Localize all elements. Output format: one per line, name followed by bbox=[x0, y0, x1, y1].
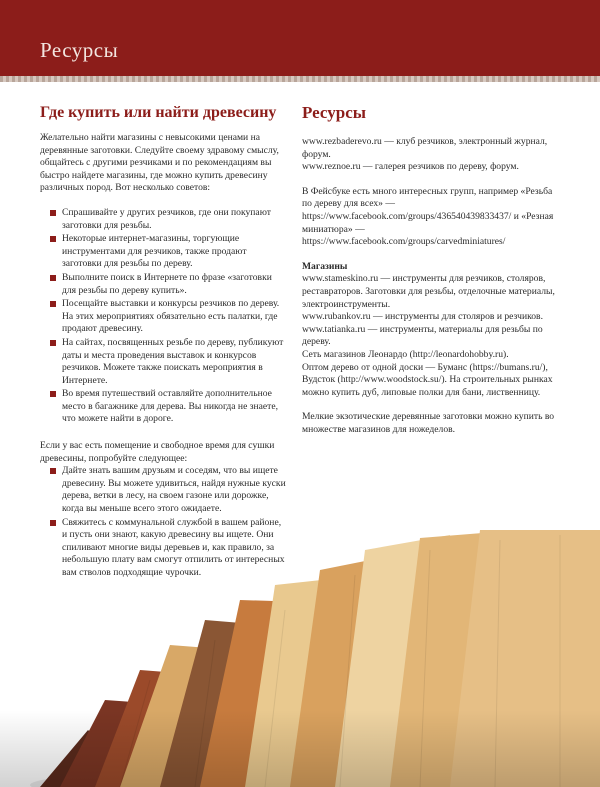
bottom-fade bbox=[0, 710, 600, 787]
list-item: Дайте знать вашим друзьям и соседям, что вы ищете древесину. Вы можете удивиться, найдя нужные куски дерева, ветки в лесу, на своем газоне или дорожке, когда вы меньше всего этого ожидаете. bbox=[48, 465, 288, 515]
square-bullet-icon bbox=[50, 275, 56, 281]
left-heading: Где купить или найти древесину bbox=[40, 104, 277, 121]
shop-item: Оптом дерево от одной доски — Буманс (https://bumans.ru/), Вудсток (http://www.woodstock.su/). На строительных рынках можно купить дуб, липовые полки для бани, лиственницу. bbox=[302, 361, 553, 398]
square-bullet-icon bbox=[50, 301, 56, 307]
exotic-note: Мелкие экзотические деревянные заготовки можно купить во множестве магазинов для ножеделов. bbox=[302, 411, 555, 435]
right-heading: Ресурсы bbox=[302, 103, 367, 122]
list-item: Посещайте выставки и конкурсы резчиков по дереву. На этих мероприятиях обязательно есть палатки, где продают древесину. bbox=[48, 298, 288, 336]
header-strip bbox=[0, 76, 600, 82]
left-intro: Желательно найти магазины с невысокими ценами на деревянные заготовки. Следуйте своему здравому смыслу, общайтесь с другими резчиками и по рекомендациям вы быстро найдете магазины, где можно купить древесину различных пород. Вот несколько советов: bbox=[40, 132, 279, 194]
shop-item: www.tatianka.ru — инструменты, материалы для резьбы по дереву. bbox=[302, 323, 543, 348]
facebook-groups: В Фейсбуке есть много интересных групп, например «Резьба по дереву для всех» — https://www.facebook.com/groups/436540439833437/ и «Резная миниатюра» — https://www.facebook.com/groups/carvedminiatures/ bbox=[302, 185, 554, 248]
site-item: www.rezbaderevo.ru — клуб резчиков, электронный журнал, форум. bbox=[302, 136, 548, 160]
square-bullet-icon bbox=[50, 340, 56, 346]
left-column bbox=[40, 104, 288, 581]
square-bullet-icon bbox=[50, 468, 56, 474]
tips-list bbox=[48, 207, 288, 426]
list-item: Свяжитесь с коммунальной службой в вашем районе, и пусть они знают, какую древесину вы ищете. Они спиливают многие виды деревьев и, как правило, за небольшую плату вам смогут отпилить от интересных вам стволов подходящие чурочки. bbox=[48, 517, 288, 580]
square-bullet-icon bbox=[50, 391, 56, 397]
shop-item: www.rubankov.ru — инструменты для столяров и резчиков. bbox=[302, 311, 543, 323]
square-bullet-icon bbox=[50, 236, 56, 242]
list-item: На сайтах, посвященных резьбе по дереву, публикуют даты и места проведения выставок и конкурсов резчиков. Можете также поискать мероприятия в Интернете. bbox=[48, 337, 288, 387]
square-bullet-icon bbox=[50, 210, 56, 216]
shop-item: Сеть магазинов Леонардо (http://leonardohobby.ru). bbox=[302, 348, 509, 360]
right-column bbox=[302, 104, 560, 436]
list-item: Выполните поиск в Интернете по фразе «заготовки для резьбы по дереву купить». bbox=[48, 272, 288, 297]
drying-intro: Если у вас есть помещение и свободное время для сушки древесины, попробуйте следующее: bbox=[40, 440, 275, 464]
shops-title: Магазины bbox=[302, 260, 348, 272]
list-item: Некоторые интернет-магазины, торгующие инструментами для резчиков, также продают заготовки для резьбы по дереву. bbox=[48, 233, 288, 271]
page-title: Ресурсы bbox=[40, 38, 119, 62]
site-item: www.reznoe.ru — галерея резчиков по дереву, форум. bbox=[302, 161, 519, 173]
list-item: Спрашивайте у других резчиков, где они покупают заготовки для резьбы. bbox=[48, 207, 288, 232]
list-item: Во время путешествий оставляйте дополнительное место в багажнике для дерева. Вы никогда не знаете, что можете найти в дороге. bbox=[48, 388, 288, 426]
shop-item: www.stameskino.ru — инструменты для резчиков, столяров, реставраторов. Заготовки для резьбы, отделочные материалы, электроинструменты. bbox=[302, 273, 555, 310]
wood-samples-illustration bbox=[0, 530, 600, 787]
square-bullet-icon bbox=[50, 520, 56, 526]
